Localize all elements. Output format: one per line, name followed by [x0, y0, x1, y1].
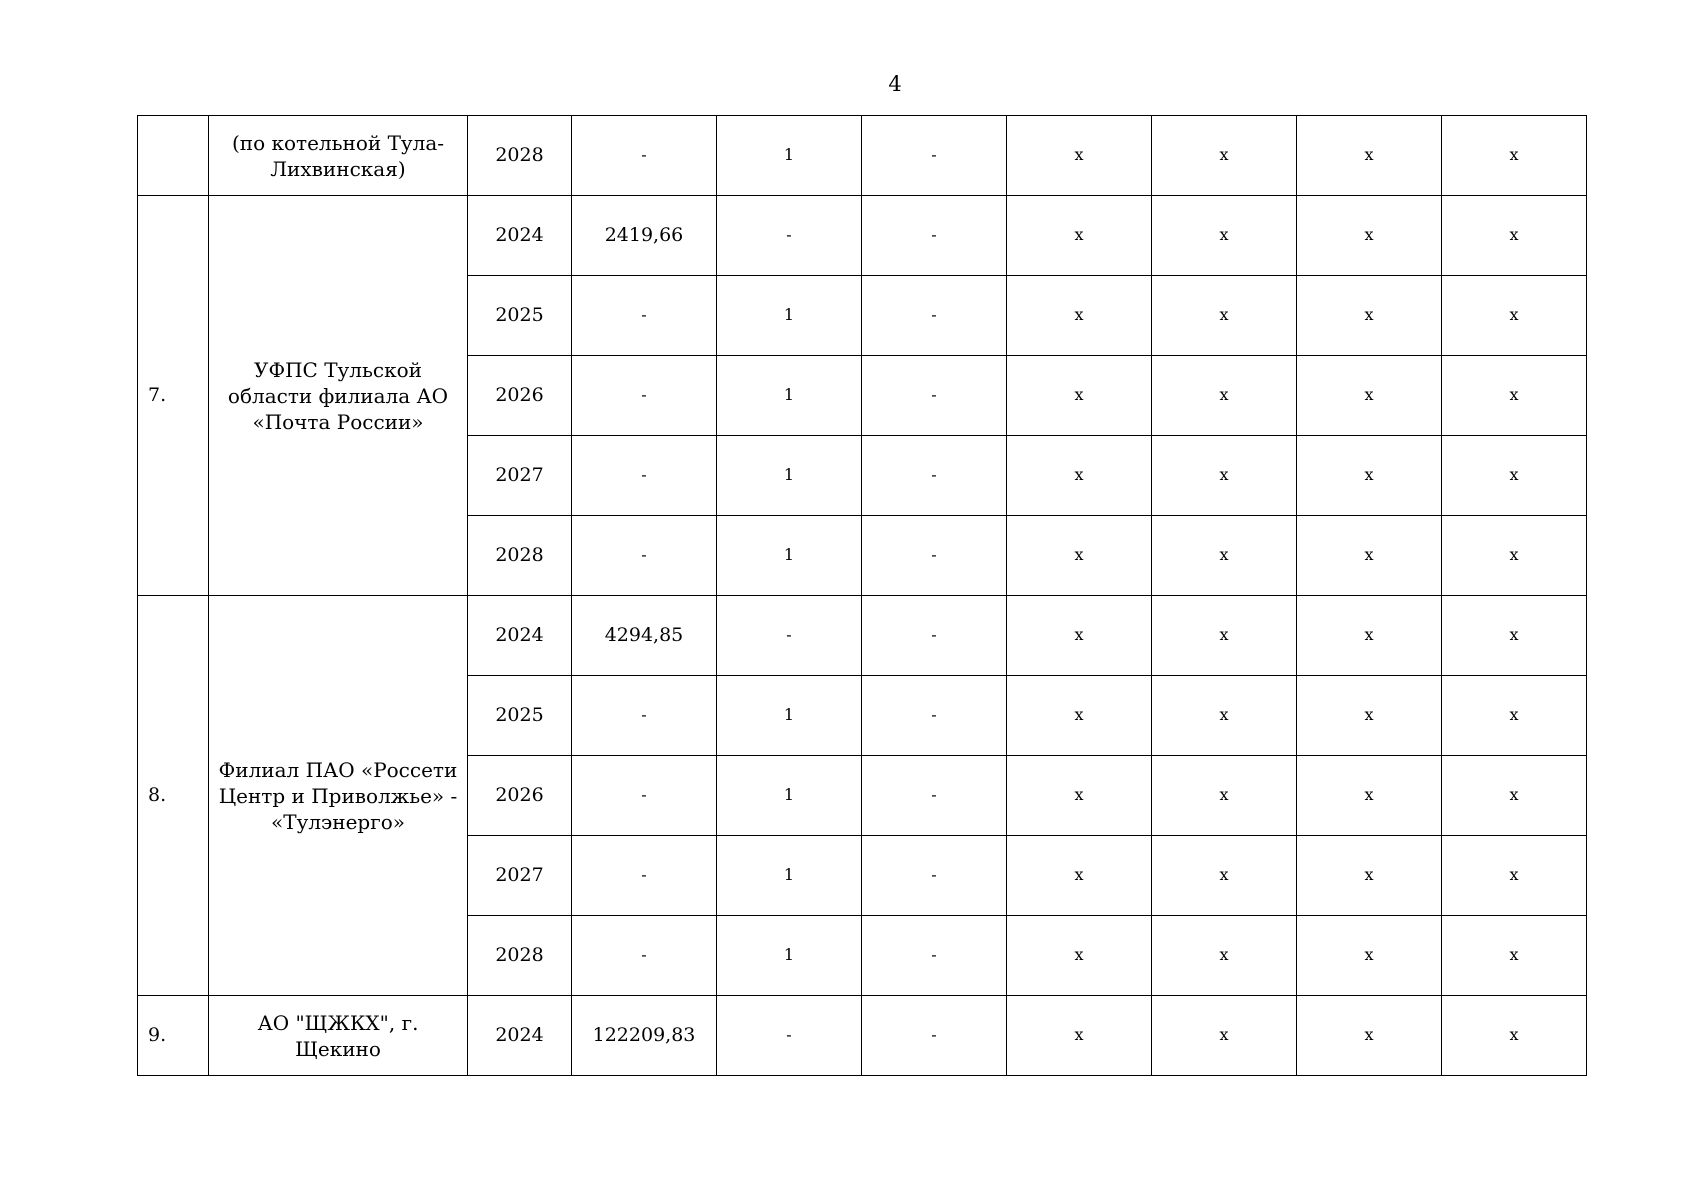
year-cell: 2027 — [468, 836, 572, 916]
row-number: 9. — [138, 996, 209, 1076]
value-cell: - — [862, 916, 1007, 996]
year-cell: 2024 — [468, 196, 572, 276]
value-cell: - — [862, 436, 1007, 516]
value-cell: x — [1152, 916, 1297, 996]
value-cell: - — [862, 116, 1007, 196]
value-cell: x — [1152, 356, 1297, 436]
value-cell: x — [1152, 996, 1297, 1076]
value-cell: x — [1442, 116, 1587, 196]
year-cell: 2027 — [468, 436, 572, 516]
page-number: 4 — [888, 72, 902, 96]
value-cell: x — [1442, 676, 1587, 756]
value-cell: x — [1297, 596, 1442, 676]
value-cell: 1 — [717, 276, 862, 356]
value-cell: x — [1007, 996, 1152, 1076]
value-cell: - — [717, 596, 862, 676]
value-cell: - — [572, 676, 717, 756]
table-row — [138, 196, 1587, 276]
value-cell: - — [572, 436, 717, 516]
value-cell: - — [572, 276, 717, 356]
year-cell: 2025 — [468, 276, 572, 356]
value-cell: 1 — [717, 916, 862, 996]
year-cell: 2024 — [468, 996, 572, 1076]
year-cell: 2026 — [468, 356, 572, 436]
value-cell: - — [862, 276, 1007, 356]
table-row — [138, 996, 1587, 1076]
year-cell: 2026 — [468, 756, 572, 836]
value-cell: x — [1007, 276, 1152, 356]
value-cell: - — [572, 356, 717, 436]
value-cell: x — [1007, 596, 1152, 676]
value-cell: x — [1007, 116, 1152, 196]
value-cell: - — [862, 596, 1007, 676]
data-table — [137, 115, 1587, 1076]
value-cell: x — [1152, 676, 1297, 756]
value-cell: x — [1442, 756, 1587, 836]
row-number: 8. — [138, 596, 209, 996]
value-cell: - — [862, 996, 1007, 1076]
value-cell: x — [1152, 196, 1297, 276]
value-cell: x — [1152, 596, 1297, 676]
value-cell: 1 — [717, 116, 862, 196]
value-cell: x — [1442, 356, 1587, 436]
row-number — [138, 116, 209, 196]
value-cell: 4294,85 — [572, 596, 717, 676]
year-cell: 2028 — [468, 916, 572, 996]
year-cell: 2024 — [468, 596, 572, 676]
value-cell: x — [1007, 756, 1152, 836]
value-cell: - — [862, 196, 1007, 276]
value-cell: x — [1442, 996, 1587, 1076]
value-cell: 2419,66 — [572, 196, 717, 276]
value-cell: - — [862, 676, 1007, 756]
organization-name: УФПС Тульской области филиала АО «Почта России» — [209, 196, 468, 596]
value-cell: x — [1152, 276, 1297, 356]
value-cell: x — [1007, 356, 1152, 436]
value-cell: - — [572, 836, 717, 916]
value-cell: - — [862, 836, 1007, 916]
value-cell: x — [1297, 116, 1442, 196]
value-cell: x — [1442, 436, 1587, 516]
year-cell: 2028 — [468, 516, 572, 596]
value-cell: - — [572, 756, 717, 836]
value-cell: x — [1297, 356, 1442, 436]
value-cell: x — [1297, 996, 1442, 1076]
value-cell: x — [1442, 276, 1587, 356]
value-cell: x — [1297, 516, 1442, 596]
value-cell: x — [1297, 676, 1442, 756]
value-cell: x — [1442, 836, 1587, 916]
value-cell: - — [717, 996, 862, 1076]
value-cell: 1 — [717, 356, 862, 436]
value-cell: x — [1442, 596, 1587, 676]
value-cell: - — [572, 116, 717, 196]
table-row — [138, 596, 1587, 676]
value-cell: x — [1007, 196, 1152, 276]
value-cell: x — [1007, 676, 1152, 756]
value-cell: x — [1297, 276, 1442, 356]
value-cell: x — [1152, 516, 1297, 596]
table-row — [138, 116, 1587, 196]
value-cell: x — [1152, 436, 1297, 516]
value-cell: 1 — [717, 516, 862, 596]
value-cell: x — [1297, 436, 1442, 516]
year-cell: 2025 — [468, 676, 572, 756]
value-cell: x — [1152, 116, 1297, 196]
value-cell: x — [1007, 436, 1152, 516]
value-cell: x — [1297, 196, 1442, 276]
value-cell: - — [862, 756, 1007, 836]
value-cell: 1 — [717, 756, 862, 836]
row-number: 7. — [138, 196, 209, 596]
value-cell: - — [862, 356, 1007, 436]
value-cell: - — [717, 196, 862, 276]
value-cell: 1 — [717, 836, 862, 916]
value-cell: x — [1297, 836, 1442, 916]
value-cell: x — [1152, 836, 1297, 916]
value-cell: x — [1442, 516, 1587, 596]
organization-name: (по котельной Тула-Лихвинская) — [209, 116, 468, 196]
value-cell: - — [572, 916, 717, 996]
value-cell: - — [572, 516, 717, 596]
value-cell: x — [1007, 916, 1152, 996]
value-cell: x — [1007, 516, 1152, 596]
organization-name: АО "ЩЖКХ", г. Щекино — [209, 996, 468, 1076]
value-cell: x — [1297, 916, 1442, 996]
value-cell: - — [862, 516, 1007, 596]
value-cell: 122209,83 — [572, 996, 717, 1076]
value-cell: x — [1152, 756, 1297, 836]
value-cell: x — [1442, 196, 1587, 276]
organization-name: Филиал ПАО «Россети Центр и Приволжье» - «Тулэнерго» — [209, 596, 468, 996]
value-cell: x — [1297, 756, 1442, 836]
year-cell: 2028 — [468, 116, 572, 196]
value-cell: 1 — [717, 436, 862, 516]
value-cell: x — [1442, 916, 1587, 996]
value-cell: 1 — [717, 676, 862, 756]
value-cell: x — [1007, 836, 1152, 916]
